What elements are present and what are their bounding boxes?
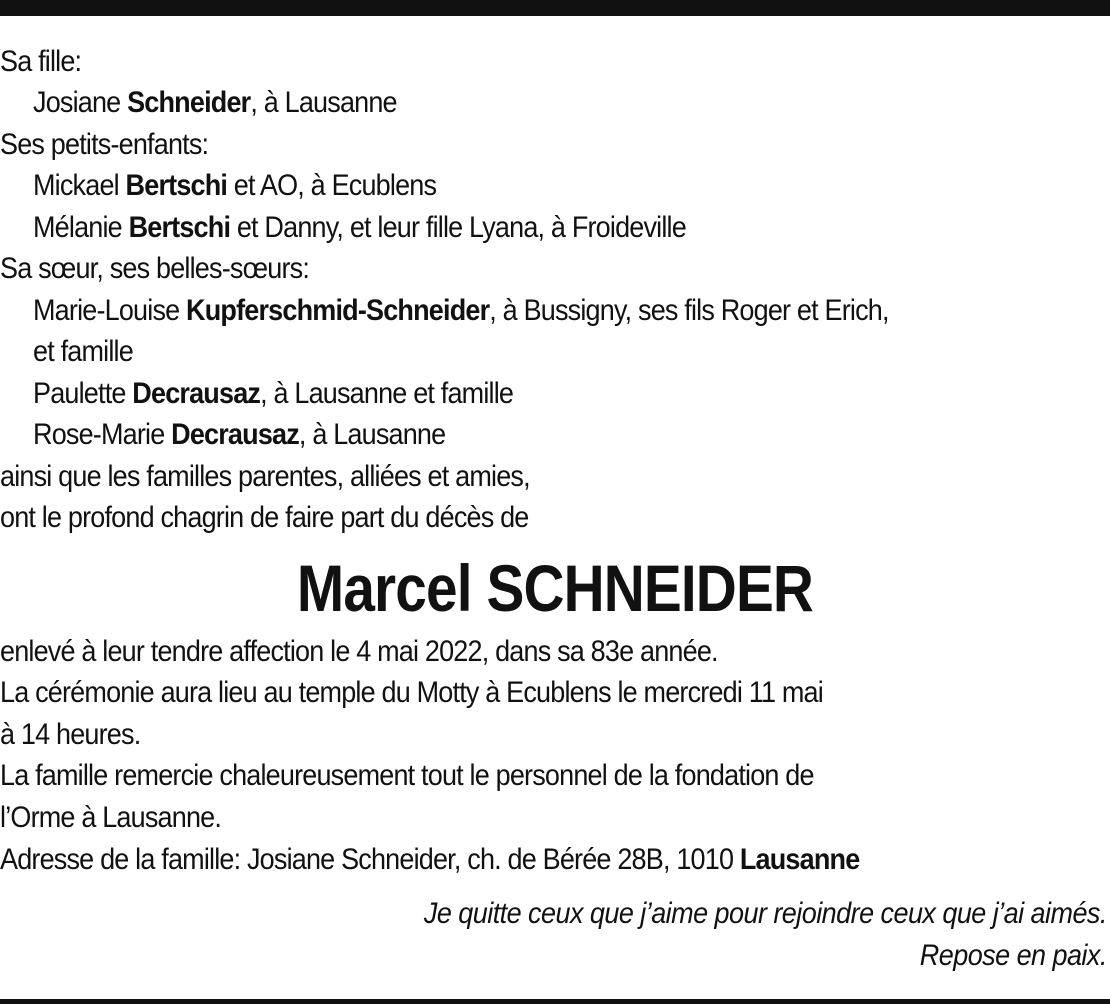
quote-closing: Repose en paix. — [919, 939, 1107, 972]
first-name: Mélanie — [33, 211, 129, 244]
address-city: Lausanne — [739, 843, 860, 876]
announcement-text: ont le profond chagrin de faire part du décès de — [0, 501, 529, 534]
last-name: Bertschi — [128, 211, 231, 244]
sister-in-law-entry — [33, 374, 513, 414]
grandchild-entry — [33, 208, 686, 248]
also-families-text: ainsi que les familles parentes, alliées et amies, — [0, 460, 530, 493]
first-name: Josiane — [33, 86, 128, 119]
last-name: Kupferschmid-Schneider — [186, 294, 490, 327]
sister-in-law-entry — [33, 415, 445, 455]
deceased-name: Marcel SCHNEIDER — [296, 551, 814, 625]
ceremony-details: La cérémonie aura lieu au temple du Motty à Ecublens le mercredi 11 mai — [0, 676, 823, 709]
entry-rest: et Danny, et leur fille Lyana, à Froideville — [230, 211, 686, 244]
thanks-text-continuation: l’Orme à Lausanne. — [0, 801, 222, 834]
entry-rest: , à Lausanne et famille — [260, 377, 514, 410]
sister-entry-continuation: et famille — [33, 335, 133, 368]
sister-entry — [33, 291, 889, 331]
quote-line: Je quitte ceux que j’aime pour rejoindre ceux que j’ai aimés. — [424, 897, 1107, 930]
entry-rest: et AO, à Ecublens — [227, 169, 437, 202]
first-name: Marie-Louise — [33, 294, 187, 327]
last-name: Schneider — [127, 86, 251, 119]
last-name: Bertschi — [125, 169, 228, 202]
last-name: Decrausaz — [171, 418, 299, 451]
family-address — [0, 840, 859, 880]
first-name: Mickael — [33, 169, 126, 202]
entry-rest: , à Bussigny, ses fils Roger et Erich, — [489, 294, 889, 327]
siblings-heading: Sa sœur, ses belles-sœurs: — [0, 252, 310, 285]
first-name: Paulette — [33, 377, 133, 410]
grandchild-entry — [33, 166, 436, 206]
address-text: Adresse de la famille: Josiane Schneider, ch. de Bérée 28B, 1010 — [0, 843, 740, 876]
bottom-border — [0, 999, 1110, 1004]
grandchildren-heading: Ses petits-enfants: — [0, 128, 209, 161]
top-border — [0, 0, 1110, 16]
death-details: enlevé à leur tendre affection le 4 mai 2022, dans sa 83e année. — [0, 635, 718, 668]
first-name: Rose-Marie — [33, 418, 172, 451]
daughter-heading: Sa fille: — [0, 45, 82, 78]
daughter-entry — [33, 83, 397, 123]
entry-rest: , à Lausanne — [298, 418, 446, 451]
entry-rest: , à Lausanne — [250, 86, 397, 119]
ceremony-details-continuation: à 14 heures. — [0, 718, 141, 751]
last-name: Decrausaz — [132, 377, 261, 410]
thanks-text: La famille remercie chaleureusement tout le personnel de la fondation de — [0, 759, 814, 792]
